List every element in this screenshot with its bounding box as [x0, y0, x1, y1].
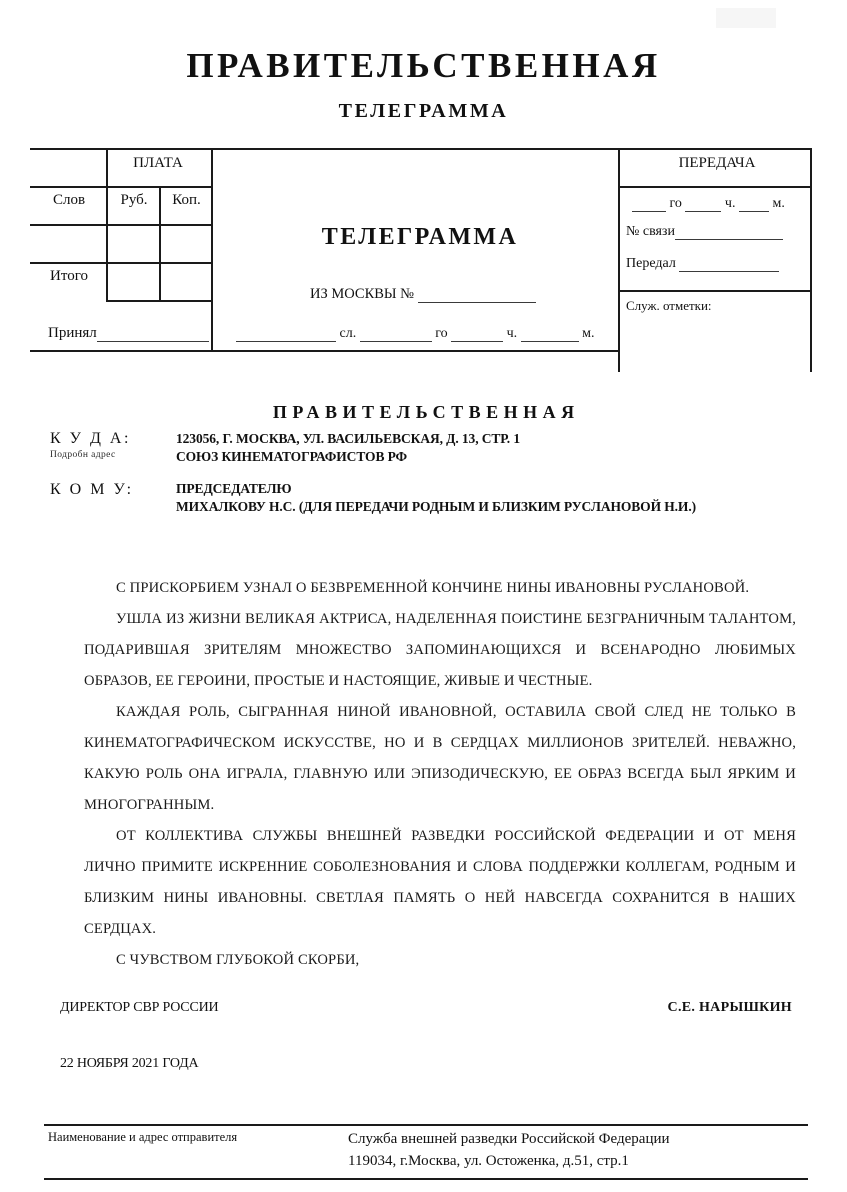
from-moscow-blank[interactable] [418, 288, 536, 303]
svyazi-label: № связи [626, 224, 675, 239]
kuda-label: К У Д А: [50, 430, 131, 447]
body-paragraph-1: С ПРИСКОРБИЕМ УЗНАЛ О БЕЗВРЕМЕННОЙ КОНЧИНЕ НИНЫ ИВАНОВНЫ РУСЛАНОВОЙ. [116, 580, 750, 596]
body-paragraph-4: ОТ КОЛЛЕКТИВА СЛУЖБЫ ВНЕШНЕЙ РАЗВЕДКИ РОССИЙСКОЙ ФЕДЕРАЦИИ И ОТ МЕНЯ ЛИЧНО ПРИМИТЕ ИСКРЕННИЕ СОБОЛЕЗНОВАНИЯ И СЛОВА ПОДДЕРЖКИ КОЛЛЕГАМ, РОДНЫМ И БЛИЗКИМ НИНЫ ИВАНОВНЫ. СВЕТЛАЯ ПАМЯТЬ О НЕЙ НАВСЕГДА СОХРАНИТСЯ В НАШИХ СЕРДЦАХ. [84, 828, 796, 937]
form-border-bottom [30, 350, 620, 352]
plata-header: ПЛАТА [133, 155, 183, 171]
kuda-address-line1: 123056, Г. МОСКВА, УЛ. ВАСИЛЬЕВСКАЯ, Д. 13, СТР. 1 [176, 431, 520, 446]
masthead-subtitle: ТЕЛЕГРАММА [338, 100, 509, 122]
signature-row [60, 1000, 792, 1016]
document-masthead [0, 48, 847, 121]
center-datetime-field[interactable] [236, 326, 608, 342]
signatory-name: С.Е. НАРЫШКИН [667, 1000, 792, 1015]
peredacha-label-ch: ч. [724, 196, 736, 211]
peredacha-datetime-field[interactable] [632, 196, 785, 212]
peredacha-label-m: м. [772, 196, 785, 211]
body-paragraph-5: С ЧУВСТВОМ ГЛУБОКОЙ СКОРБИ, [116, 952, 360, 968]
form-rule-row2 [30, 224, 213, 226]
form-rule-row1 [30, 186, 213, 188]
peredacha-blank-m[interactable] [739, 197, 769, 212]
body-paragraph-3: КАЖДАЯ РОЛЬ, СЫГРАННАЯ НИНОЙ ИВАНОВНОЙ, ОСТАВИЛА СВОЙ СЛЕД НЕ ТОЛЬКО В КИНЕМАТОГРАФИЧЕСКОМ ИСКУССТВЕ, НО И В СЕРДЦАХ МИЛЛИОНОВ ЗРИТЕЛЕЙ. НЕВАЖНО, КАКУЮ РОЛЬ ОНА ИГРАЛА, ГЛАВНУЮ ИЛИ ЭПИЗОДИЧЕСКУЮ, ЕЕ ОБРАЗ ВСЕГДА БЫЛ ЯРКИМ И МНОГОГРАННЫМ. [84, 704, 796, 813]
peredacha-blank-go[interactable] [632, 197, 666, 212]
center-blank-4[interactable] [521, 327, 579, 342]
body-paragraph-2: УШЛА ИЗ ЖИЗНИ ВЕЛИКАЯ АКТРИСА, НАДЕЛЕННАЯ ПОИСТИНЕ БЕЗГРАНИЧНЫМ ТАЛАНТОМ, ПОДАРИВШАЯ ЗРИТЕЛЯМ МНОЖЕСТВО ЗАПОМИНАЮЩИХСЯ И ВСЕНАРОДНО ЛЮБИМЫХ ОБРАЗОВ, ЕЕ ГЕРОИНИ, ПРОСТЫЕ И НАСТОЯЩИЕ, ЖИВЫЕ И ЧЕСТНЫЕ. [84, 611, 796, 689]
form-divider-left-center [211, 148, 213, 352]
row-label-itogo: Итого [50, 268, 88, 284]
prinyal-label: Принял [48, 325, 97, 341]
sender-address: 119034, г.Москва, ул. Остоженка, д.51, стр.1 [348, 1153, 629, 1169]
telegram-body [84, 573, 796, 976]
komu-label: К О М У: [50, 481, 134, 498]
center-label-ch: ч. [506, 326, 518, 341]
masthead-title: ПРАВИТЕЛЬСТВЕННАЯ [186, 46, 661, 85]
peredacha-blank-ch[interactable] [685, 197, 721, 212]
komu-line2: МИХАЛКОВУ Н.С. (ДЛЯ ПЕРЕДАЧИ РОДНЫМ И БЛИЗКИМ РУСЛАНОВОЙ Н.И.) [176, 499, 696, 514]
peredal-label: Передал [626, 256, 676, 271]
right-panel-rule-title [618, 186, 812, 188]
peredal-blank[interactable] [679, 257, 779, 272]
from-moscow-label: ИЗ МОСКВЫ № [310, 286, 415, 302]
footer-rule-top [44, 1124, 808, 1126]
scan-artifact [716, 8, 776, 28]
column-header-slov: Слов [52, 192, 86, 208]
svyazi-blank[interactable] [675, 225, 783, 240]
sender-details [348, 1128, 670, 1172]
peredacha-heading: ПЕРЕДАЧА [678, 155, 756, 171]
center-label-m: м. [582, 326, 595, 341]
column-header-rub: Руб. [120, 192, 148, 208]
peredal-field[interactable] [626, 256, 779, 272]
center-blank-3[interactable] [451, 327, 503, 342]
form-divider-center-right [618, 148, 620, 372]
government-heading: ПРАВИТЕЛЬСТВЕННАЯ [272, 402, 580, 422]
center-label-go: го [435, 326, 448, 341]
form-rule-row3 [30, 262, 213, 264]
center-label-sl: сл. [339, 326, 357, 341]
komu-line1: ПРЕДСЕДАТЕЛЮ [176, 481, 292, 496]
prinyal-blank[interactable] [97, 326, 209, 342]
sender-organization: Служба внешней разведки Российской Федерации [348, 1131, 670, 1147]
svyazi-field[interactable] [626, 224, 783, 240]
form-border-right [810, 148, 812, 372]
footer-rule-bottom [44, 1178, 808, 1180]
center-blank-2[interactable] [360, 327, 432, 342]
telegramma-heading: ТЕЛЕГРАММА [321, 224, 519, 250]
center-blank-1[interactable] [236, 327, 336, 342]
signatory-title: ДИРЕКТОР СВР РОССИИ [60, 1000, 219, 1015]
prinyal-field[interactable] [48, 325, 209, 342]
document-date: 22 НОЯБРЯ 2021 ГОДА [60, 1056, 199, 1071]
right-panel-rule-sluzh [618, 290, 812, 292]
column-header-kop: Коп. [172, 192, 201, 208]
sluzh-otmetki-label: Служ. отметки: [626, 298, 712, 313]
sender-label: Наименование и адрес отправителя [48, 1130, 238, 1144]
kuda-address-line2: СОЮЗ КИНЕМАТОГРАФИСТОВ РФ [176, 449, 408, 464]
form-border-top [30, 148, 812, 150]
peredacha-label-go: го [669, 196, 682, 211]
from-moscow-field[interactable] [310, 286, 536, 303]
kuda-hint: Подробн адрес [50, 450, 116, 460]
